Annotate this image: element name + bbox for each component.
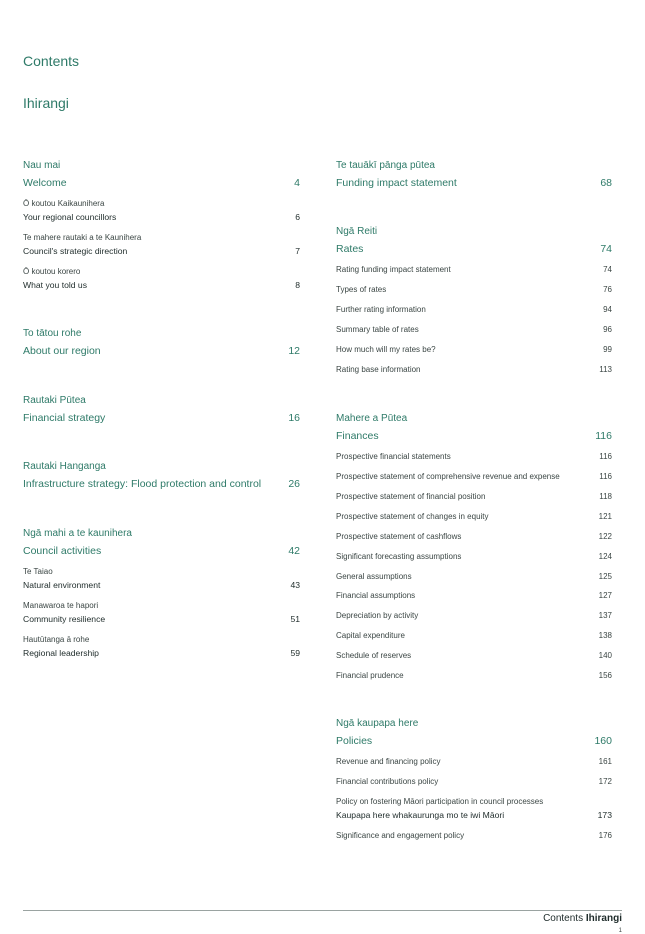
entry-title: Kaupapa here whakaurunga mo te iwi Māori (336, 810, 505, 820)
toc-item[interactable] (336, 651, 612, 660)
section-title: Policies (336, 735, 373, 747)
toc-entry-regional-leadership[interactable] (23, 648, 300, 658)
sub-maori-label: Ō koutou Kaikaunihera (23, 199, 105, 208)
section-title: Welcome (23, 177, 67, 189)
section-maori-label: Mahere a Pūtea (336, 413, 408, 424)
toc-section-infrastructure-strategy[interactable] (23, 478, 300, 490)
toc-item[interactable] (336, 512, 612, 521)
toc-section-funding-impact[interactable] (336, 177, 612, 189)
toc-item[interactable] (336, 532, 612, 541)
item-title: Summary table of rates (336, 325, 419, 334)
item-page: 138 (598, 631, 612, 640)
item-title: Prospective statement of cashflows (336, 532, 462, 541)
entry-title: Your regional councillors (23, 212, 117, 222)
toc-entry-what-you-told-us[interactable] (23, 280, 300, 290)
item-title: General assumptions (336, 572, 412, 581)
section-title: Finances (336, 430, 379, 442)
item-page: 125 (598, 572, 612, 581)
item-page: 156 (598, 671, 612, 680)
item-title: Financial prudence (336, 671, 404, 680)
entry-title: What you told us (23, 280, 88, 290)
section-page: 160 (594, 735, 612, 747)
section-page: 12 (288, 345, 300, 357)
toc-item[interactable] (336, 325, 612, 334)
section-title: Financial strategy (23, 412, 106, 424)
section-maori-label: Ngā mahi a te kaunihera (23, 528, 132, 539)
item-title: Further rating information (336, 305, 426, 314)
entry-title: Council's strategic direction (23, 246, 128, 256)
section-maori-label: Rautaki Hanganga (23, 461, 106, 472)
toc-section-rates[interactable] (336, 243, 612, 255)
item-page: 127 (598, 591, 612, 600)
section-maori-label: Rautaki Pūtea (23, 395, 86, 406)
toc-item[interactable] (336, 472, 612, 481)
entry-page: 173 (597, 810, 612, 820)
item-title: Financial assumptions (336, 591, 416, 600)
section-title: About our region (23, 345, 101, 357)
section-page: 16 (288, 412, 300, 424)
section-title: Infrastructure strategy: Flood protection and control (23, 478, 262, 490)
entry-page: 6 (295, 212, 300, 222)
item-title: Significant forecasting assumptions (336, 552, 462, 561)
toc-entry-regional-councillors[interactable] (23, 212, 300, 222)
contents-title: Contents (23, 53, 80, 69)
section-maori-label: Ngā kaupapa here (336, 718, 419, 729)
toc-entry-maori-participation[interactable] (336, 810, 612, 820)
section-page: 116 (595, 430, 612, 442)
toc-item[interactable] (336, 631, 612, 640)
sub-maori-label: Hautūtanga ā rohe (23, 635, 90, 644)
item-page: 121 (598, 512, 612, 521)
toc-item[interactable] (336, 492, 612, 501)
item-title: How much will my rates be? (336, 345, 436, 354)
section-page: 4 (294, 177, 300, 189)
toc-item[interactable] (336, 365, 612, 374)
section-page: 26 (288, 478, 300, 490)
item-title: Types of rates (336, 285, 387, 294)
entry-page: 43 (290, 580, 300, 590)
section-page: 68 (600, 177, 612, 189)
item-title: Policy on fostering Māori participation in council processes (336, 797, 544, 806)
section-page: 74 (600, 243, 612, 255)
item-page: 161 (598, 757, 612, 766)
footer-divider (23, 910, 622, 911)
item-page: 140 (598, 651, 612, 660)
item-page: 113 (599, 365, 612, 374)
toc-item[interactable] (336, 831, 612, 840)
item-title: Depreciation by activity (336, 611, 419, 620)
entry-page: 7 (295, 246, 300, 256)
sub-maori-label: Te Taiao (23, 567, 53, 576)
toc-item[interactable] (336, 552, 612, 561)
toc-section-financial-strategy[interactable] (23, 412, 300, 424)
entry-page: 59 (290, 648, 300, 658)
toc-section-council-activities[interactable] (23, 545, 300, 557)
toc-entry-natural-environment[interactable] (23, 580, 300, 590)
toc-item[interactable] (336, 345, 612, 354)
item-page: 99 (603, 345, 612, 354)
section-maori-label: To tātou rohe (23, 328, 82, 339)
item-title: Rating funding impact statement (336, 265, 451, 274)
toc-entry-community-resilience[interactable] (23, 614, 300, 624)
toc-entry-strategic-direction[interactable] (23, 246, 300, 256)
item-page: 176 (598, 831, 612, 840)
section-title: Rates (336, 243, 364, 255)
sub-maori-label: Manawaroa te hapori (23, 601, 99, 610)
entry-page: 8 (295, 280, 300, 290)
toc-item[interactable] (336, 285, 612, 294)
section-maori-label: Ngā Reiti (336, 226, 378, 237)
item-page: 172 (598, 777, 612, 786)
section-title: Funding impact statement (336, 177, 457, 189)
toc-section-finances[interactable] (336, 430, 612, 442)
item-page: 137 (598, 611, 612, 620)
item-page: 122 (598, 532, 612, 541)
item-title: Financial contributions policy (336, 777, 439, 786)
item-page: 124 (598, 552, 612, 561)
toc-item[interactable] (336, 757, 612, 766)
section-page: 42 (288, 545, 300, 557)
item-page: 116 (599, 472, 612, 481)
toc-item[interactable] (336, 452, 612, 461)
entry-page: 51 (290, 614, 300, 624)
item-page: 94 (603, 305, 612, 314)
toc-item[interactable] (336, 591, 612, 600)
item-page: 96 (603, 325, 612, 334)
item-title: Prospective financial statements (336, 452, 451, 461)
item-title: Capital expenditure (336, 631, 405, 640)
item-title: Schedule of reserves (336, 651, 412, 660)
item-page: 74 (603, 265, 612, 274)
toc-item[interactable] (336, 572, 612, 581)
toc-section-welcome[interactable] (23, 177, 300, 189)
item-page: 116 (599, 452, 612, 461)
page-number: 1 (618, 928, 622, 934)
toc-item[interactable] (336, 671, 612, 680)
toc-item[interactable] (336, 611, 612, 620)
item-title: Revenue and financing policy (336, 757, 441, 766)
section-maori-label: Nau mai (23, 160, 61, 171)
item-page: 118 (599, 492, 612, 501)
toc-section-about-region[interactable] (23, 345, 300, 357)
item-page: 76 (603, 285, 612, 294)
toc-item[interactable] (336, 305, 612, 314)
footer-label-text: Contents (543, 913, 584, 924)
toc-section-policies[interactable] (336, 735, 612, 747)
entry-title: Community resilience (23, 614, 106, 624)
entry-title: Natural environment (23, 580, 101, 590)
item-title: Significance and engagement policy (336, 831, 465, 840)
footer-label-bold: Ihirangi (585, 913, 622, 924)
item-title: Prospective statement of comprehensive revenue and expense (336, 472, 560, 481)
toc-item[interactable] (336, 265, 612, 274)
footer-label (543, 913, 622, 924)
sub-maori-label: Te mahere rautaki a te Kaunihera (23, 233, 142, 242)
section-title: Council activities (23, 545, 102, 557)
item-title: Prospective statement of financial position (336, 492, 486, 501)
section-maori-label: Te tauākī pānga pūtea (336, 160, 435, 171)
toc-item[interactable] (336, 777, 612, 786)
item-title: Rating base information (336, 365, 421, 374)
item-title: Prospective statement of changes in equity (336, 512, 489, 521)
toc-item-maori-participation-label (336, 797, 612, 806)
entry-title: Regional leadership (23, 648, 99, 658)
sub-maori-label: Ō koutou korero (23, 267, 81, 276)
ihirangi-title: Ihirangi (23, 95, 69, 111)
